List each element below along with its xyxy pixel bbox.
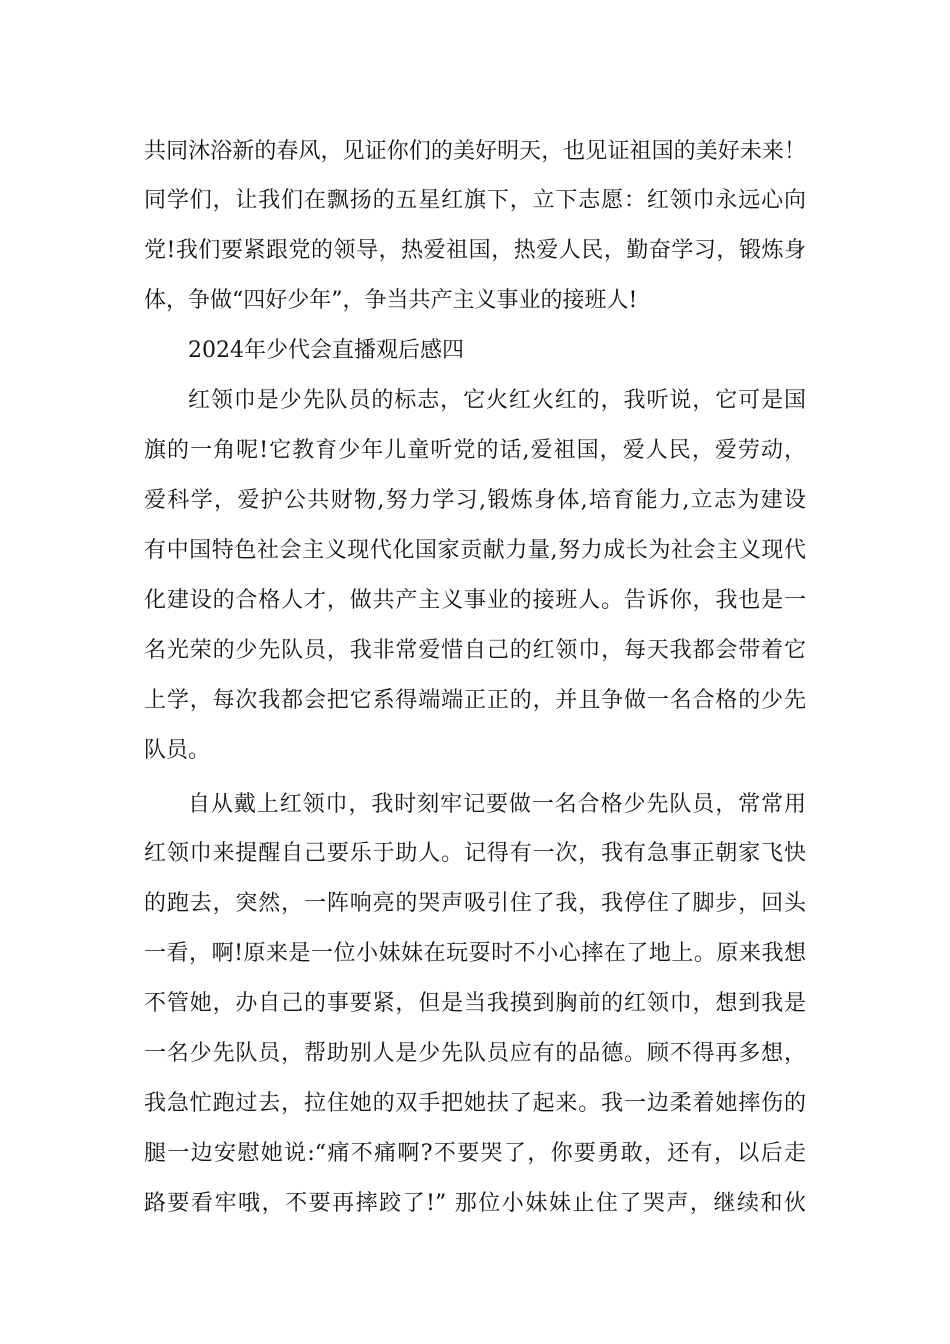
text-line: 同学们，让我们在飘扬的五星红旗下，立下志愿：红领巾永远心向 — [144, 188, 806, 213]
text-line: 化建设的合格人才，做共产主义事业的接班人。告诉你，我也是一 — [144, 588, 806, 613]
text-line: 旗的一角呢!它教育少年儿童听党的话,爱祖国，爱人民，爱劳动， — [144, 438, 806, 463]
text-line: 路要看牢哦，不要再摔跤了!” 那位小妹妹止住了哭声，继续和伙 — [144, 1191, 806, 1216]
text-line: 红领巾来提醒自己要乐于助人。记得有一次，我有急事正朝家飞快 — [144, 841, 806, 866]
text-line: 一名少先队员，帮助别人是少先队员应有的品德。顾不得再多想， — [144, 1041, 806, 1066]
text-line: 自从戴上红领巾，我时刻牢记要做一名合格少先队员，常常用 — [188, 792, 806, 817]
text-line: 上学，每次我都会把它系得端端正正的，并且争做一名合格的少先 — [144, 688, 806, 713]
text-line: 队员。 — [144, 738, 211, 763]
text-line: 一看，啊!原来是一位小妹妹在玩耍时不小心摔在了地上。原来我想 — [144, 941, 806, 966]
text-line: 党!我们要紧跟党的领导，热爱祖国，热爱人民，勤奋学习，锻炼身 — [144, 238, 806, 263]
text-line: 爱科学，爱护公共财物,努力学习,锻炼身体,培育能力,立志为建设 — [144, 488, 806, 513]
text-line: 体，争做“四好少年”，争当共产主义事业的接班人! — [144, 288, 638, 313]
text-line: 的跑去，突然，一阵响亮的哭声吸引住了我，我停住了脚步，回头 — [144, 891, 806, 916]
text-line: 我急忙跑过去，拉住她的双手把她扶了起来。我一边柔着她摔伤的 — [144, 1091, 806, 1116]
text-line: 共同沐浴新的春风，见证你们的美好明天，也见证祖国的美好未来！ — [144, 139, 806, 164]
text-line: 腿一边安慰她说:“痛不痛啊?不要哭了，你要勇敢，还有，以后走 — [144, 1141, 806, 1166]
section-heading: 2024年少代会直播观后感四 — [188, 338, 464, 363]
text-line: 红领巾是少先队员的标志，它火红火红的，我听说，它可是国 — [188, 388, 806, 413]
text-line: 不管她，办自己的事要紧，但是当我摸到胸前的红领巾，想到我是 — [144, 991, 806, 1016]
text-line: 有中国特色社会主义现代化国家贡献力量,努力成长为社会主义现代 — [144, 538, 806, 563]
text-line: 名光荣的少先队员，我非常爱惜自己的红领巾，每天我都会带着它 — [144, 638, 806, 663]
